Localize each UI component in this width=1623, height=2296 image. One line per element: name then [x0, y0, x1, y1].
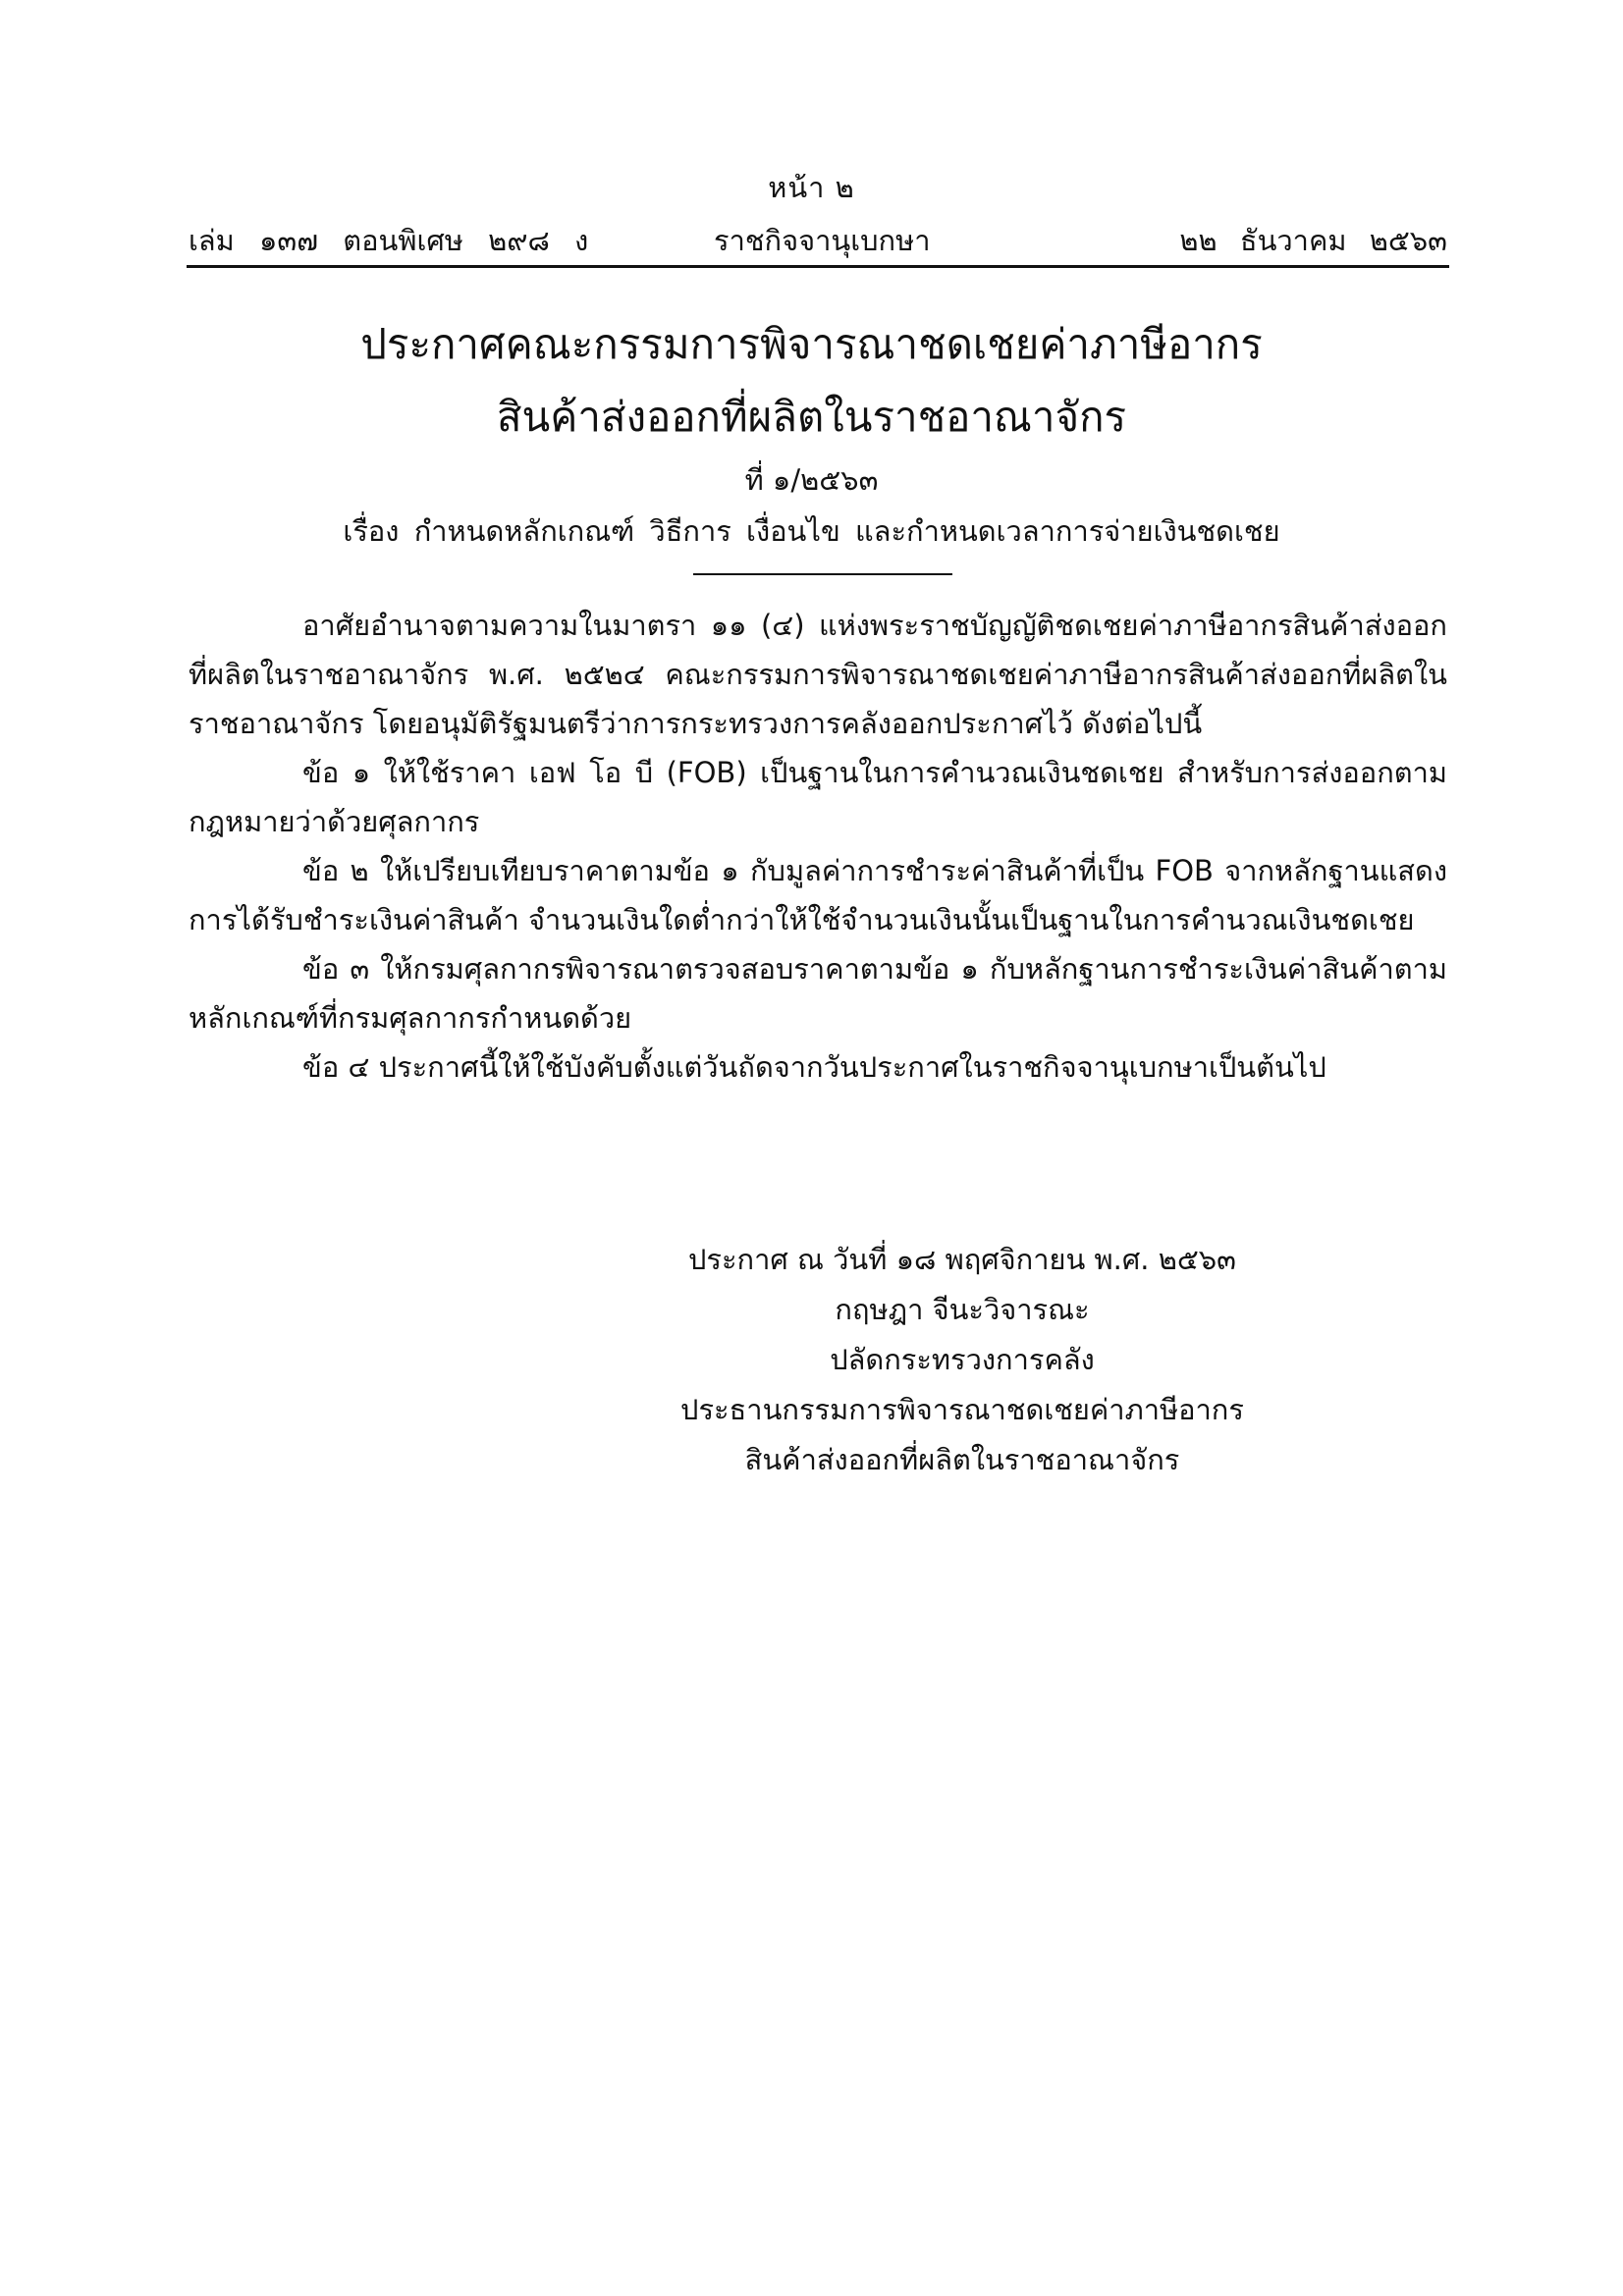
signatory-position-2: ประธานกรรมการพิจารณาชดเชยค่าภาษีอากร [680, 1393, 1244, 1426]
announced-date: ประกาศ ณ วันที่ ๑๘ พฤศจิกายน พ.ศ. ๒๕๖๓ [687, 1243, 1237, 1276]
gazette-name: ราชกิจจานุเบกษา [714, 224, 931, 257]
announcement-number: ที่ ๑/๒๕๖๓ [744, 463, 879, 497]
volume-info: เล่ม ๑๓๗ ตอนพิเศษ ๒๙๘ ง [189, 224, 589, 257]
announcement-subject: เรื่อง กำหนดหลักเกณฑ์ วิธีการ เงื่อนไข และกำหนดเวลาการจ่ายเงินชดเชย [343, 514, 1280, 548]
announcement-title-line2: สินค้าส่งออกที่ผลิตในราชอาณาจักร [496, 393, 1127, 441]
clause-3: ข้อ ๓ ให้กรมศุลกากรพิจารณาตรวจสอบราคาตามข้อ ๑ กับหลักฐานการชำระเงินค่าสินค้าตามหลักเกณฑ์ที่กรมศุลกากรกำหนดด้วย [189, 952, 1447, 1035]
announcement-title-line1: ประกาศคณะกรรมการพิจารณาชดเชยค่าภาษีอากร [360, 320, 1263, 368]
clause-1: ข้อ ๑ ให้ใช้ราคา เอฟ โอ บี (FOB) เป็นฐานในการคำนวณเงินชดเชย สำหรับการส่งออกตามกฎหมายว่าด้วยศุลกากร [189, 756, 1447, 838]
gazette-header-row [189, 218, 1447, 261]
signature-block [628, 1235, 1296, 1485]
signatory-position-1: ปลัดกระทรวงการคลัง [830, 1343, 1095, 1376]
signatory-position-3: สินค้าส่งออกที่ผลิตในราชอาณาจักร [744, 1443, 1180, 1476]
subject-divider [693, 573, 952, 575]
preamble-paragraph: อาศัยอำนาจตามความในมาตรา ๑๑ (๔) แห่งพระราชบัญญัติชดเชยค่าภาษีอากรสินค้าส่งออกที่ผลิตในราชอาณาจักร พ.ศ. ๒๕๒๔ คณะกรรมการพิจารณาชดเชยค่าภาษีอากรสินค้าส่งออกที่ผลิตในราชอาณาจักร โดยอนุมัติรัฐมนตรีว่าการกระทรวงการคลังออกประกาศไว้ ดังต่อไปนี้ [189, 609, 1447, 740]
publish-date: ๒๒ ธันวาคม ๒๕๖๓ [1179, 224, 1447, 257]
clause-4: ข้อ ๔ ประกาศนี้ให้ใช้บังคับตั้งแต่วันถัดจากวันประกาศในราชกิจจานุเบกษาเป็นต้นไป [302, 1050, 1326, 1084]
page-number: หน้า ๒ [768, 171, 855, 204]
clause-2: ข้อ ๒ ให้เปรียบเทียบราคาตามข้อ ๑ กับมูลค่าการชำระค่าสินค้าที่เป็น FOB จากหลักฐานแสดงการได้รับชำระเงินค่าสินค้า จำนวนเงินใดต่ำกว่าให้ใช้จำนวนเงินนั้นเป็นฐานในการคำนวณเงินชดเชย [189, 854, 1447, 936]
announcement-body [189, 601, 1447, 1092]
header-divider [187, 265, 1449, 268]
signatory-name: กฤษฎา จีนะวิจารณะ [835, 1293, 1090, 1326]
